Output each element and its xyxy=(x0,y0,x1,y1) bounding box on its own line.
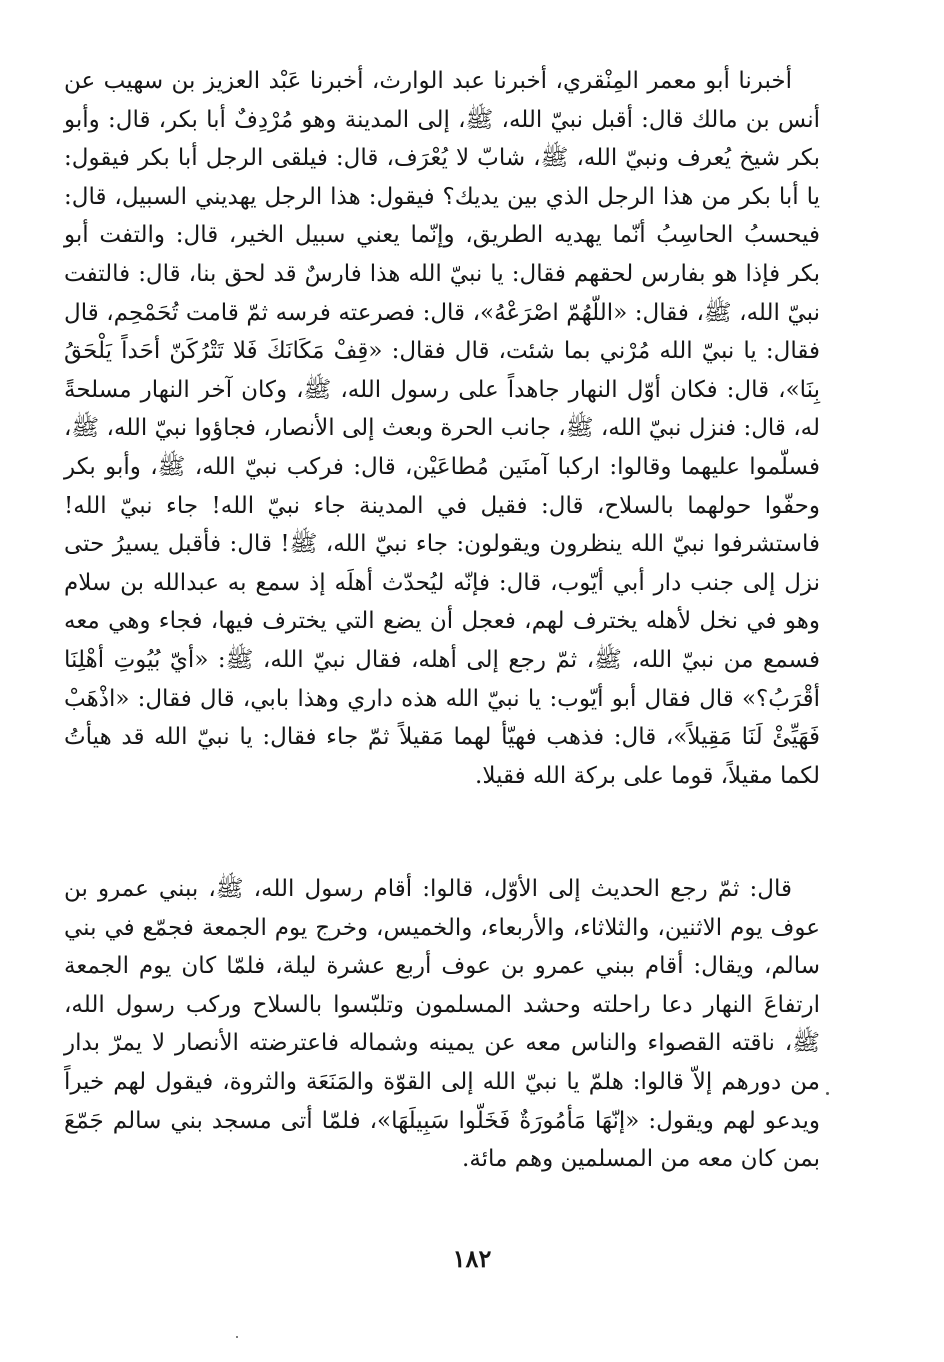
scan-speck xyxy=(826,1092,829,1095)
page-number: ١٨٢ xyxy=(452,1244,492,1273)
paragraph-first-friday: قال: ثمّ رجع الحديث إلى الأوّل، قالوا: أقام رسول الله، ﷺ، ببني عمرو بن عوف يوم الاثنين، والثلاثاء، والأربعاء، والخميس، وخرج يوم الجمعة فجمّع في بني سالم، ويقال: أقام ببني عمرو بن عوف أربع عشرة ليلة، فلمّا كان يوم الجمعة ارتفاعَ النهار دعا راحلته وحشد المسلمون وتلبّسوا بالسلاح وركب رسول الله، ﷺ، ناقته القصواء والناس معه عن يمينه وشماله فاعترضته الأنصار لا يمرّ بدار من دورهم إلاّ قالوا: هلمّ يا نبيّ الله إلى القوّة والمَنَعَة والثروة، فيقول لهم خيراً ويدعو لهم ويقول: «إنّهَا مَأمُورَةٌ فَخَلّوا سَبِيلَهَا»، فلمّا أتى مسجد بني سالم جَمّعَ بمن كان معه من المسلمين وهم مائة. xyxy=(64,876,820,1173)
paragraph-hadith-arrival: أخبرنا أبو معمر المِنْقري، أخبرنا عبد الوارث، أخبرنا عَبْد العزيز بن سهيب عن أنس بن مالك قال: أقبل نبيّ الله، ﷺ، إلى المدينة وهو مُرْدِفٌ أبا بكر، قال: وأبو بكر شيخ يُعرف ونبيّ الله، ﷺ، شابّ لا يُعْرَف، قال: فيلقى الرجل أبا بكر فيقول: يا أبا بكر من هذا الرجل الذي بين يديك؟ فيقول: هذا الرجل يهديني السبيل، قال: فيحسبُ الحاسِبُ أنّما يهديه الطريق، وإنّما يعني سبيل الخير، قال: والتفت أبو بكر فإذا هو بفارس لحقهم فقال: يا نبيّ الله هذا فارسٌ قد لحق بنا، قال: فالتفت نبيّ الله، ﷺ، فقال: «اللّهُمّ اصْرَعْهُ»، قال: فصرعته فرسه ثمّ قامت تُحَمْحِم، قال فقال: يا نبيّ الله مُرْني بما شئت، قال فقال: «قِفْ مَكَانَكَ فَلا تَتْرُكَنّ أحَداً يَلْحَقُ بِنَا»، قال: فكان أوّل النهار جاهداً على رسول الله، ﷺ، وكان آخر النهار مسلحةً له، قال: فنزل نبيّ الله، ﷺ، جانب الحرة وبعث إلى الأنصار، فجاؤوا نبيّ الله، ﷺ، فسلّموا عليهما وقالوا: اركبا آمنَين مُطاعَيْن، قال: فركب نبيّ الله، ﷺ، وأبو بكر وحفّوا حولهما بالسلاح، قال: فقيل في المدينة جاء نبيّ الله! جاء نبيّ الله! فاستشرفوا نبيّ الله ينظرون ويقولون: جاء نبيّ الله، ﷺ! قال: فأقبل يسيرُ حتى نزل إلى جنب دار أبي أيّوب، قال: فإنّه ليُحدّث أهلَه إذ سمع به عبدالله بن سلام وهو في نخل لأهله يخترف لهم، فعجل أن يضع التي يخترف فيها، فجاء وهي معه فسمع من نبيّ الله، ﷺ، ثمّ رجع إلى أهله، فقال نبيّ الله، ﷺ: «أيّ بُيُوتِ أهْلِنَا أقْرَبُ؟» قال فقال أبو أيّوب: يا نبيّ الله هذه داري وهذا بابي، قال فقال: «اذْهَبْ فَهَيِّئْ لَنَا مَقِيلاً»، قال: فذهب فهيّأ لهما مَقيلاً ثمّ جاء فقال: يا نبيّ الله قد هيأتُ لكما مقيلاً، قوما على بركة الله فقيلا. xyxy=(64,68,820,789)
scan-speck xyxy=(236,1336,238,1338)
